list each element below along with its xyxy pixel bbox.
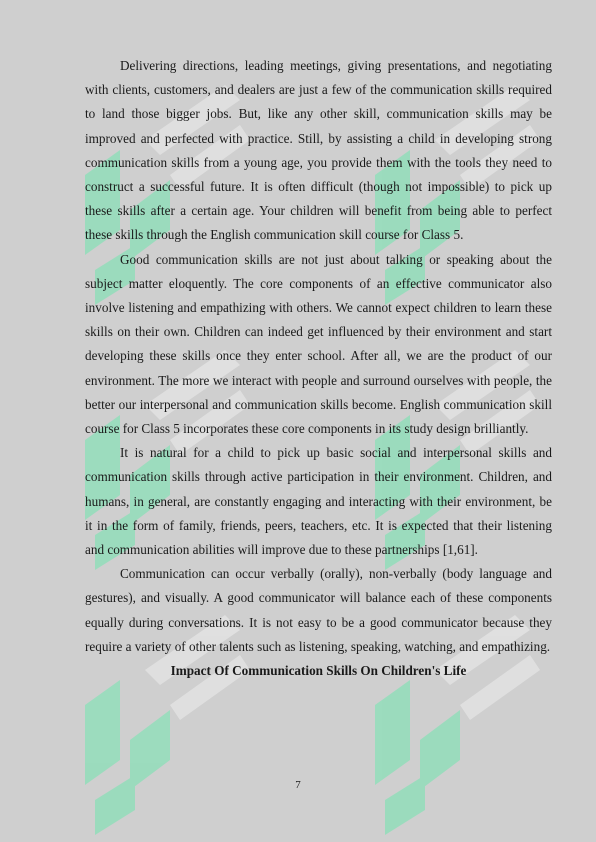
paragraph: Good communication skills are not just about talking or speaking about the subject matter eloquently. The core components of an effective communicator also involve listening and empathizing with others. We cannot expect children to learn these skills on their own. Children can indeed get influenced by their environment and start developing these skills once they enter school. After all, we are the product of our environment. The more we interact with people and surround ourselves with people, the better our interpersonal and communication skills become. English communication skill course for Class 5 incorporates these core components in its study design brilliantly. bbox=[85, 251, 552, 437]
section-heading: Impact Of Communication Skills On Children's Life bbox=[170, 663, 467, 679]
page-number: 7 bbox=[295, 779, 301, 791]
paragraph: It is natural for a child to pick up basic social and interpersonal skills and communication skills through active participation in their environment. Children, and humans, in general, are constantly engaging and interacting with their environment, be it in the form of family, friends, peers, teachers, etc. It is expected that their listening and communication abilities will improve due to these partnerships [1,61]. bbox=[85, 445, 552, 558]
paragraph: Delivering directions, leading meetings, giving presentations, and negotiating with clients, customers, and dealers are just a few of the communication skills required to land those bigger jobs. But, like any other skill, communication skills may be improved and perfected with practice. Still, by assisting a child in developing strong communication skills from a young age, you provide them with the tools they need to construct a successful future. It is often difficult (though not impossible) to pick up these skills after a certain age. Your children will benefit from being able to perfect these skills through the English communication skill course for Class 5. bbox=[85, 58, 552, 243]
paragraph: Communication can occur verbally (orally), non-verbally (body language and gestures), and visually. A good communicator will balance each of these components equally during conversations. It is not easy to be a good communicator because they require a variety of other talents such as listening, speaking, watching, and empathizing. bbox=[85, 566, 552, 654]
page-body bbox=[85, 54, 552, 683]
